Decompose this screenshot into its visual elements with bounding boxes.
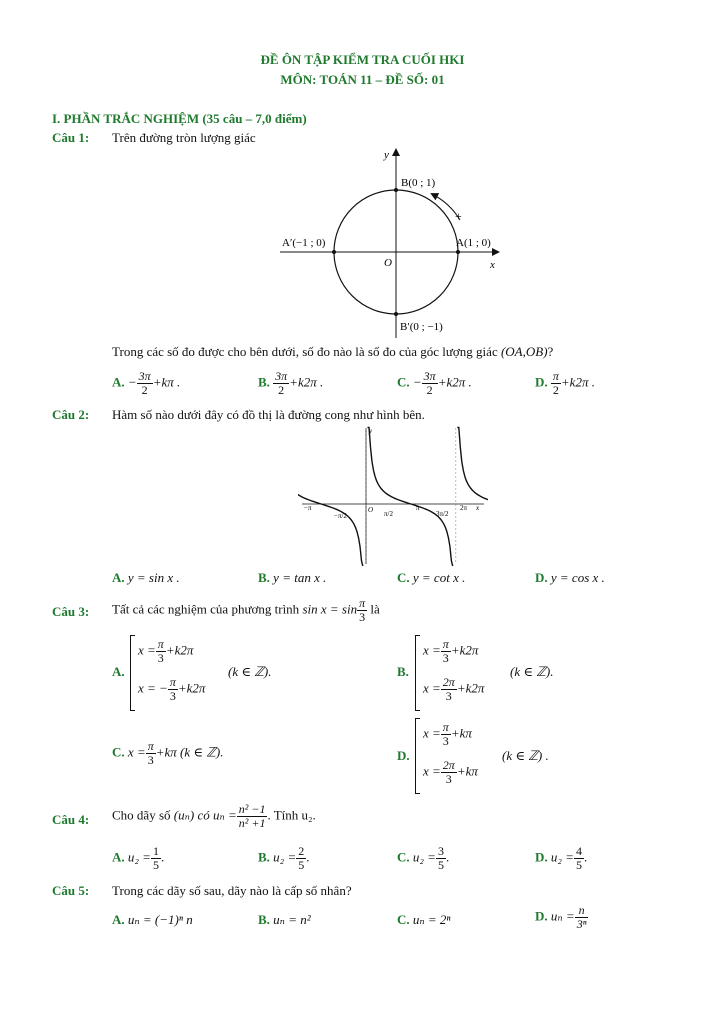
point-A-prime-label: A′(−1 ; 0) (282, 237, 326, 249)
q4-option-a[interactable]: A. u₂ = $\frac{1}{5}$ . (112, 844, 165, 873)
question-1-text: Trên đường tròn lượng giác (112, 130, 256, 145)
svg-text:O: O (368, 506, 374, 514)
cot-branch (368, 428, 455, 567)
y-label: y (384, 149, 389, 161)
svg-text:x: x (476, 504, 480, 512)
q2-option-a[interactable]: A. y = sin x . (112, 570, 180, 585)
q4-option-b[interactable]: B. u₂ = $\frac{2}{5}$ . (258, 844, 310, 873)
exam-subtitle: MÔN: TOÁN 11 – ĐỀ SỐ: 01 (280, 72, 445, 87)
svg-text:−π: −π (304, 504, 312, 512)
cot-branch (298, 428, 365, 567)
q5-option-b[interactable]: B. uₙ = n² (258, 912, 311, 927)
origin-label: O (384, 257, 392, 269)
q1-option-a[interactable]: A. − $\frac{3\pi}{2}$ +kπ . (112, 369, 181, 398)
point-B-prime-label: B′(0 ; −1) (400, 321, 443, 333)
question-5-text: Trong các dãy số sau, dãy nào là cấp số nhân? (112, 883, 352, 898)
question-4-text: Cho dãy số (uₙ) có uₙ = $\frac{\text{n² −1}}{\text{n² +1}}$ . Tính u₂. (112, 802, 316, 831)
cot-graph-figure (298, 424, 488, 566)
section-title: I. PHẦN TRẮC NGHIỆM (35 câu – 7,0 điểm) (52, 111, 307, 126)
question-1-prompt: Trong các số đo được cho bên dưới, số đo nào là số đo của góc lượng giác (OA,OB)? (112, 344, 554, 359)
svg-text:−π/2: −π/2 (334, 512, 347, 520)
question-5-label: Câu 5: (52, 883, 90, 898)
q3-option-b-system (415, 635, 416, 711)
q3-option-b-cond: (k ∈ ℤ). (510, 664, 554, 679)
q3-option-d-letter[interactable]: D. (397, 748, 410, 763)
question-1-label: Câu 1: (52, 130, 90, 145)
q3-option-d-cond: (k ∈ ℤ) . (502, 748, 549, 763)
q3-option-a-system (130, 635, 131, 711)
svg-text:π: π (416, 504, 420, 512)
q3-option-c[interactable]: C. x = $\frac{\pi}{3}$ +kπ (k ∈ ℤ). (112, 739, 224, 768)
exam-title: ĐỀ ÔN TẬP KIỂM TRA CUỐI HKI (260, 52, 465, 67)
q2-option-d[interactable]: D. y = cos x . (535, 570, 605, 585)
question-3-text: Tất cả các nghiệm của phương trình sin x = sin $\frac{\pi}{3}$ là (112, 596, 380, 625)
q1-option-b[interactable]: B. $\frac{3\pi}{2}$ +k2π . (258, 369, 324, 398)
x-label: x (490, 259, 495, 271)
q4-option-c[interactable]: C. u₂ = $\frac{3}{5}$ . (397, 844, 450, 873)
q3-option-b-letter[interactable]: B. (397, 664, 409, 679)
svg-text:y: y (369, 427, 373, 435)
svg-text:π/2: π/2 (384, 510, 393, 518)
q2-option-b[interactable]: B. y = tan x . (258, 570, 327, 585)
question-2-label: Câu 2: (52, 407, 90, 422)
q1-option-c[interactable]: C. − $\frac{3\pi}{2}$ +k2π . (397, 369, 472, 398)
cot-branch (457, 428, 488, 567)
q2-option-c[interactable]: C. y = cot x . (397, 570, 466, 585)
svg-text:2π: 2π (460, 504, 468, 512)
q5-option-c[interactable]: C. uₙ = 2ⁿ (397, 912, 451, 927)
q5-option-a[interactable]: A. uₙ = (−1)ⁿ n (112, 912, 193, 927)
unit-circle-figure (270, 142, 510, 342)
q3-option-a-letter[interactable]: A. (112, 664, 125, 679)
q3-option-d-system (415, 718, 416, 794)
question-4-label: Câu 4: (52, 812, 90, 827)
question-2-text: Hàm số nào dưới đây có đồ thị là đường cong như hình bên. (112, 407, 425, 422)
point-A-label: A(1 ; 0) (456, 237, 491, 249)
cot-curve (298, 428, 488, 567)
plus-sign: + (455, 209, 462, 223)
q3-option-a-cond: (k ∈ ℤ). (228, 664, 272, 679)
point-B-label: B(0 ; 1) (401, 177, 436, 189)
q5-option-d[interactable]: D. uₙ = $\frac{n}{\text{3ⁿ}}$ (535, 903, 587, 932)
q1-option-d[interactable]: D. $\frac{\pi}{2}$ +k2π . (535, 369, 595, 398)
question-3-label: Câu 3: (52, 604, 90, 619)
q4-option-d[interactable]: D. u₂ = $\frac{4}{5}$ . (535, 844, 588, 873)
svg-text:3π/2: 3π/2 (436, 510, 449, 518)
